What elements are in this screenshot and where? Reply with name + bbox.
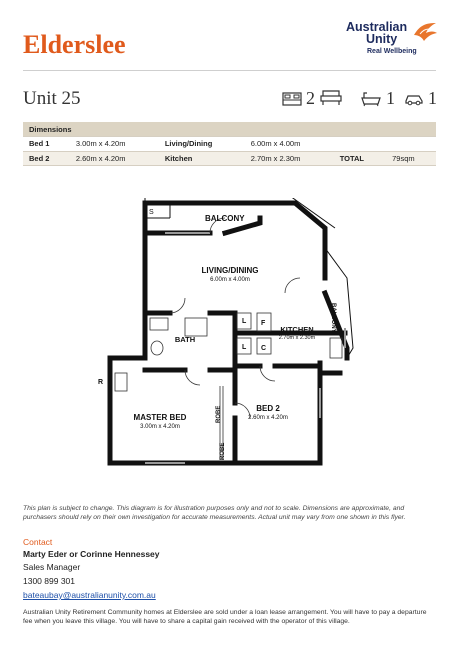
page-title: Elderslee bbox=[23, 30, 126, 59]
footer-note: Australian Unity Retirement Community homes at Elderslee are sold under a loan lease arrangement. You will have to pay a departure fee when you leave this village. You will have to share a capital gain received with the operator of this village. bbox=[23, 609, 427, 625]
header-divider bbox=[23, 70, 436, 71]
lounge-chair-icon bbox=[320, 88, 342, 106]
table-header-row bbox=[23, 122, 436, 137]
table-cell: 6.00m x 4.00m bbox=[245, 137, 334, 152]
master-bed-dims: 3.00m x 4.20m bbox=[140, 424, 180, 430]
table-cell: TOTAL bbox=[334, 151, 386, 166]
kitchen-label: KITCHEN bbox=[280, 325, 314, 334]
table-cell: 2.60m x 4.20m bbox=[70, 151, 159, 166]
logo-tagline: Real Wellbeing bbox=[367, 48, 417, 55]
table-row bbox=[23, 151, 436, 166]
refrigerator-label: R bbox=[98, 379, 104, 386]
balcony-top-label: BALCONY bbox=[205, 214, 245, 223]
carpark-count-value: 1 bbox=[428, 88, 437, 108]
bed2-label: BED 2 bbox=[256, 404, 280, 413]
dimensions-heading: Dimensions bbox=[23, 122, 436, 137]
kitchen-dims: 2.70m x 2.30m bbox=[278, 335, 316, 341]
robe-label-bed2: ROBE bbox=[220, 442, 226, 460]
table-cell: Bed 2 bbox=[23, 151, 70, 166]
linen-label: L bbox=[242, 318, 247, 325]
contact-phone[interactable]: 1300 899 301 bbox=[23, 576, 75, 586]
dimensions-table bbox=[23, 122, 436, 166]
contact-heading: Contact bbox=[23, 537, 53, 547]
bird-icon bbox=[412, 21, 438, 43]
table-cell: Bed 1 bbox=[23, 137, 70, 152]
carpark-count bbox=[404, 88, 437, 109]
unit-name: Unit 25 bbox=[23, 88, 81, 109]
living-label: LIVING/DINING bbox=[201, 266, 259, 275]
bath-icon bbox=[360, 91, 382, 107]
chair-feature bbox=[320, 88, 342, 106]
australian-unity-logo bbox=[344, 19, 444, 59]
contact-email-link[interactable]: bateaubay@australianunity.com.au bbox=[23, 590, 156, 600]
car-icon bbox=[404, 92, 424, 106]
balcony-side-label: BALCONY bbox=[330, 303, 336, 333]
bed2-dims: 2.60m x 4.20m bbox=[248, 415, 288, 421]
disclaimer: This plan is subject to change. This diagram is for illustration purposes only and not to scale. Dimensions are approximate, and purchasers should rely on their own investigation for accurate measurements. Actual unit may vary from one shown in this flyer. bbox=[23, 505, 406, 521]
cupboard-label: C bbox=[261, 345, 267, 352]
bedroom-count bbox=[282, 88, 315, 109]
logo-line2: Unity bbox=[366, 32, 398, 46]
logo-line1: Australian bbox=[346, 20, 408, 34]
table-cell: 2.70m x 2.30m bbox=[245, 151, 334, 166]
bathroom-count-value: 1 bbox=[386, 88, 395, 108]
bed-icon bbox=[282, 91, 302, 107]
table-cell: 79sqm bbox=[386, 151, 436, 166]
contact-name: Marty Eder or Corinne Hennessey bbox=[23, 549, 160, 559]
table-cell: Living/Dining bbox=[159, 137, 245, 152]
fridge-label: F bbox=[261, 320, 266, 327]
table-cell: 3.00m x 4.20m bbox=[70, 137, 159, 152]
storage-label: S bbox=[149, 209, 154, 216]
bedroom-count-value: 2 bbox=[306, 88, 315, 108]
table-cell bbox=[334, 137, 386, 152]
living-dims: 6.00m x 4.00m bbox=[210, 277, 250, 283]
table-cell bbox=[386, 137, 436, 152]
contact-role: Sales Manager bbox=[23, 562, 81, 572]
master-bed-label: MASTER BED bbox=[133, 413, 187, 422]
linen-label-2: L bbox=[242, 344, 247, 351]
bath-label: BATH bbox=[174, 335, 196, 344]
table-cell: Kitchen bbox=[159, 151, 245, 166]
bathroom-count bbox=[360, 88, 395, 109]
floor-plan bbox=[85, 198, 375, 476]
table-row bbox=[23, 137, 436, 152]
robe-label-master: ROBE bbox=[216, 405, 222, 423]
